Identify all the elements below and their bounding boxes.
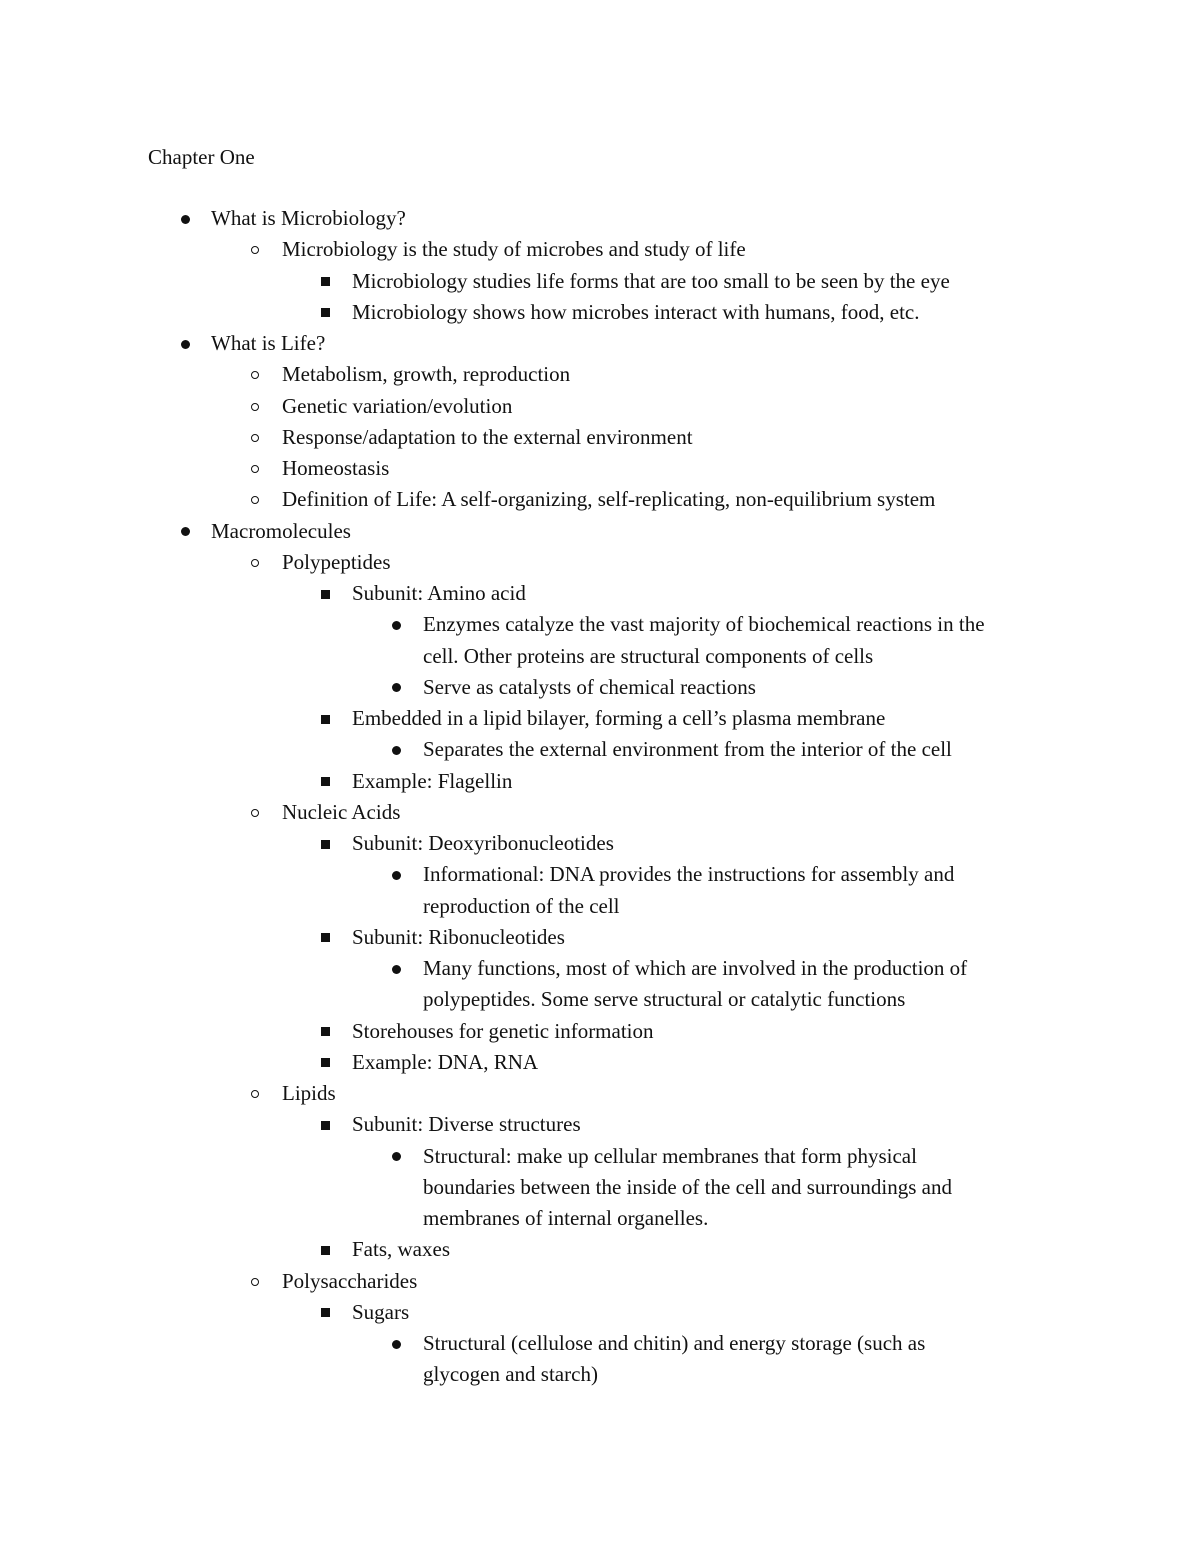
disc-bullet-icon <box>392 871 401 880</box>
outline-item-level-3: Subunit: Diverse structures <box>352 1112 581 1137</box>
outline-item-level-2: Lipids <box>282 1081 336 1105</box>
disc-bullet-icon <box>181 527 190 536</box>
square-bullet-icon <box>321 1246 330 1255</box>
outline-item-level-4: boundaries between the inside of the cell and surroundings and <box>423 1174 952 1199</box>
disc-bullet-icon <box>392 683 401 692</box>
outline-item-level-2: Response/adaptation to the external environment <box>282 424 693 449</box>
outline-item-level-1: What is Life? <box>211 331 326 355</box>
chapter-title: Chapter One <box>148 145 255 169</box>
circle-bullet-icon <box>251 1090 259 1098</box>
disc-bullet-icon <box>392 746 401 755</box>
square-bullet-icon <box>321 715 330 724</box>
square-bullet-icon <box>321 777 330 786</box>
outline-item-level-4: Structural (cellulose and chitin) and energy storage (such as <box>423 1331 926 1355</box>
outline-item-level-4: Separates the external environment from the interior of the cell <box>423 737 952 762</box>
outline-item-level-3: Example: Flagellin <box>352 768 513 793</box>
disc-bullet-icon <box>392 1152 401 1161</box>
square-bullet-icon <box>321 840 330 849</box>
circle-bullet-icon <box>251 559 259 567</box>
outline-item-level-3: Microbiology shows how microbes interact with humans, food, etc. <box>352 299 920 324</box>
square-bullet-icon <box>321 1121 330 1130</box>
outline-item-level-3: Example: DNA, RNA <box>352 1049 539 1074</box>
outline-item-level-4: Structural: make up cellular membranes that form physical <box>423 1143 917 1168</box>
outline-item-level-2: Polysaccharides <box>282 1268 418 1293</box>
square-bullet-icon <box>321 308 330 317</box>
disc-bullet-icon <box>392 1340 401 1349</box>
disc-bullet-icon <box>181 340 190 349</box>
outline-item-level-4: Many functions, most of which are involved in the production of <box>423 956 968 980</box>
square-bullet-icon <box>321 1058 330 1067</box>
outline-item-level-4: membranes of internal organelles. <box>423 1206 709 1230</box>
outline-item-level-4: glycogen and starch) <box>423 1362 598 1387</box>
outline-item-level-3: Subunit: Amino acid <box>352 581 526 605</box>
outline-item-level-2: Nucleic Acids <box>282 799 401 824</box>
outline-item-level-1: Macromolecules <box>211 518 351 543</box>
outline-item-level-2: Microbiology is the study of microbes and study of life <box>282 237 746 262</box>
outline-item-level-4: Enzymes catalyze the vast majority of biochemical reactions in the <box>423 612 985 637</box>
square-bullet-icon <box>321 1308 330 1317</box>
outline-item-level-4: Informational: DNA provides the instructions for assembly and <box>423 862 955 887</box>
outline-item-level-2: Homeostasis <box>282 456 390 480</box>
disc-bullet-icon <box>392 965 401 974</box>
circle-bullet-icon <box>251 809 259 817</box>
disc-bullet-icon <box>181 215 190 224</box>
outline-item-level-3: Subunit: Deoxyribonucleotides <box>352 831 614 855</box>
square-bullet-icon <box>321 933 330 942</box>
outline-item-level-2: Metabolism, growth, reproduction <box>282 362 571 387</box>
outline-item-level-4: polypeptides. Some serve structural or catalytic functions <box>423 987 906 1012</box>
outline-item-level-3: Microbiology studies life forms that are too small to be seen by the eye <box>352 268 950 293</box>
outline-item-level-3: Subunit: Ribonucleotides <box>352 924 565 949</box>
outline-item-level-2: Genetic variation/evolution <box>282 393 513 418</box>
outline-item-level-2: Polypeptides <box>282 549 391 574</box>
circle-bullet-icon <box>251 403 259 411</box>
circle-bullet-icon <box>251 496 259 504</box>
circle-bullet-icon <box>251 246 259 254</box>
outline-item-level-3: Embedded in a lipid bilayer, forming a cell’s plasma membrane <box>352 706 886 730</box>
square-bullet-icon <box>321 590 330 599</box>
outline-item-level-4: Serve as catalysts of chemical reactions <box>423 674 756 699</box>
circle-bullet-icon <box>251 1278 259 1286</box>
outline-item-level-3: Sugars <box>352 1299 410 1324</box>
outline-item-level-4: reproduction of the cell <box>423 893 620 918</box>
circle-bullet-icon <box>251 465 259 473</box>
outline-item-level-1: What is Microbiology? <box>211 206 406 230</box>
outline-item-level-2: Definition of Life: A self-organizing, self-replicating, non-equilibrium system <box>282 487 936 512</box>
square-bullet-icon <box>321 277 330 286</box>
outline-item-level-3: Fats, waxes <box>352 1237 450 1262</box>
circle-bullet-icon <box>251 434 259 442</box>
square-bullet-icon <box>321 1027 330 1036</box>
outline-item-level-4: cell. Other proteins are structural components of cells <box>423 643 874 668</box>
outline-item-level-3: Storehouses for genetic information <box>352 1018 654 1043</box>
circle-bullet-icon <box>251 371 259 379</box>
disc-bullet-icon <box>392 621 401 630</box>
